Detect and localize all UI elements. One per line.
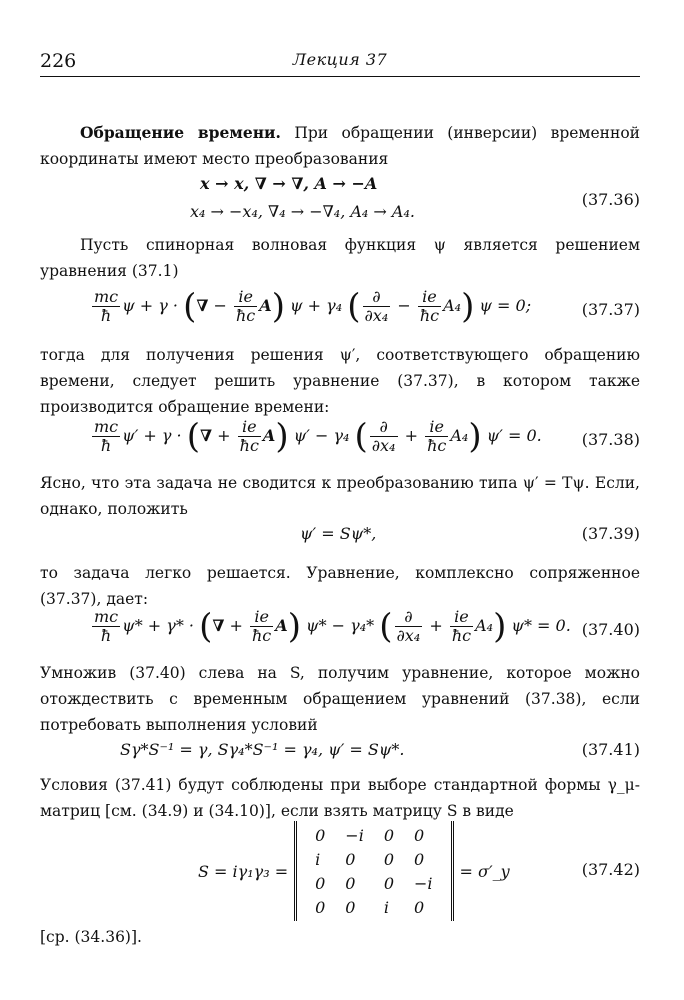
page-number: 226: [40, 50, 77, 72]
matrix-cell: −i: [414, 873, 433, 893]
matrix-cell: 0: [315, 825, 326, 845]
eq-line-2: x₄ → −x₄, ∇₄ → −∇₄, A₄ → A₄.: [190, 202, 415, 221]
equation-number: (37.37): [581, 300, 640, 319]
paragraph-text: Пусть спинорная волновая функция ψ является решением уравнения (37.1): [40, 236, 640, 280]
eq-body: Sγ*S⁻¹ = γ, Sγ₄*S⁻¹ = γ₄, ψ′ = Sψ*.: [120, 740, 405, 759]
equation-37-37: [40, 288, 640, 334]
matrix-row: [305, 871, 442, 895]
equation-37-36: [40, 174, 640, 228]
eq-body: [198, 822, 510, 920]
paragraph-then: [40, 342, 640, 420]
matrix-cell: 0: [383, 849, 395, 869]
equation-number: (37.36): [581, 190, 640, 209]
equation-37-38: [40, 418, 640, 464]
matrix-cell: 0: [345, 873, 356, 893]
equation-37-39: [40, 524, 640, 550]
paragraph-conjugate: [40, 560, 640, 612]
equation-number: (37.39): [581, 524, 640, 543]
matrix-cell: i: [383, 897, 389, 917]
running-title: Лекция 37: [292, 50, 388, 69]
paragraph-compare: [40, 924, 640, 950]
equation-number: (37.42): [581, 860, 640, 879]
eq-rhs: = σ′_y: [459, 861, 510, 881]
matrix-row: [305, 847, 442, 871]
eq-body: $\frac{mc}{ħ}$ ψ′ + γ · (∇ + $\frac{ie}{ħc}$ A) ψ′ − γ₄ ( $\frac{\partial}{\text{∂x₄}}$ + $\frac{ie}{ħc}$ A₄) ψ′ = 0.: [94, 416, 542, 457]
paragraph-time-reversal: [40, 120, 640, 172]
equation-37-41: [40, 740, 640, 766]
matrix-cell: 0: [315, 873, 326, 893]
section-heading: Обращение времени.: [80, 123, 281, 142]
page-header: [40, 50, 640, 76]
equation-number: (37.40): [581, 620, 640, 639]
paragraph-text: то задача легко решается. Уравнение, комплексно сопряженное (37.37), дает:: [40, 564, 640, 608]
eq-body: ψ′ = Sψ*,: [300, 524, 377, 543]
fraction-mc-hbar: $\frac{mc}{ħ}$: [94, 287, 119, 325]
paragraph-conditions: [40, 772, 640, 824]
equation-37-40: [40, 608, 640, 654]
paragraph-text: Ясно, что эта задача не сводится к преобразованию типа ψ′ = Tψ. Если, однако, положить: [40, 474, 640, 518]
paragraph-multiplying: [40, 660, 640, 738]
matrix-row: [305, 823, 442, 847]
matrix-cell: i: [315, 849, 321, 869]
eq-body: $\frac{mc}{ħ}$ ψ + γ · (∇ − $\frac{ie}{ħc}$ A) ψ + γ₄ ( $\frac{\partial}{\text{∂x₄}}$ − $\frac{ie}{ħc}$ A₄) ψ = 0;: [94, 286, 532, 327]
matrix-s: [294, 821, 453, 921]
eq-line-1: x → x, ∇ → ∇, A → −A: [200, 174, 378, 193]
paragraph-text: тогда для получения решения ψ′, соответствующего обращению времени, следует решить уравнение (37.37), в котором также производится обращение времени:: [40, 346, 640, 416]
paragraph-text: При обращении (инверсии) временной координаты имеют место преобразования: [40, 124, 640, 168]
matrix-cell: 0: [414, 897, 425, 917]
matrix-table: [305, 823, 442, 919]
equation-number: (37.38): [581, 430, 640, 449]
matrix-cell: 0: [414, 849, 425, 869]
paragraph-clearly: [40, 470, 640, 522]
eq-body: $\frac{mc}{ħ}$ ψ* + γ* · (∇ + $\frac{ie}{ħc}$ A) ψ* − γ₄* ( $\frac{\partial}{\text{∂x₄}}$ + $\frac{ie}{ħc}$ A₄) ψ* = 0.: [94, 606, 571, 647]
eq-lhs: S = iγ₁γ₃ =: [198, 861, 289, 881]
equation-number: (37.41): [581, 740, 640, 759]
matrix-cell: 0: [345, 849, 356, 869]
paragraph-text: [ср. (34.36)].: [40, 928, 142, 946]
equation-37-42: [40, 822, 640, 920]
matrix-cell: 0: [383, 825, 395, 845]
paragraph-text: Умножив (37.40) слева на S, получим уравнение, которое можно отождествить с временным обращением уравнений (37.38), если потребовать выполнения условий: [40, 664, 640, 734]
matrix-cell: 0: [315, 897, 326, 917]
paragraph-text: Условия (37.41) будут соблюдены при выборе стандартной формы γ_μ-матриц [см. (34.9) и (34.10)], если взять матрицу S в виде: [40, 776, 640, 820]
fraction-partial: $\frac{\partial}{\text{∂x₄}}$: [364, 287, 389, 325]
matrix-cell: 0: [345, 897, 356, 917]
paragraph-spinor: [40, 232, 640, 284]
matrix-cell: −i: [345, 825, 364, 845]
fraction-ie-hc: $\frac{ie}{ħc}$: [236, 287, 256, 325]
matrix-cell: 0: [383, 873, 395, 893]
header-rule: [40, 76, 640, 77]
matrix-row: [305, 895, 442, 919]
matrix-cell: 0: [414, 825, 425, 845]
